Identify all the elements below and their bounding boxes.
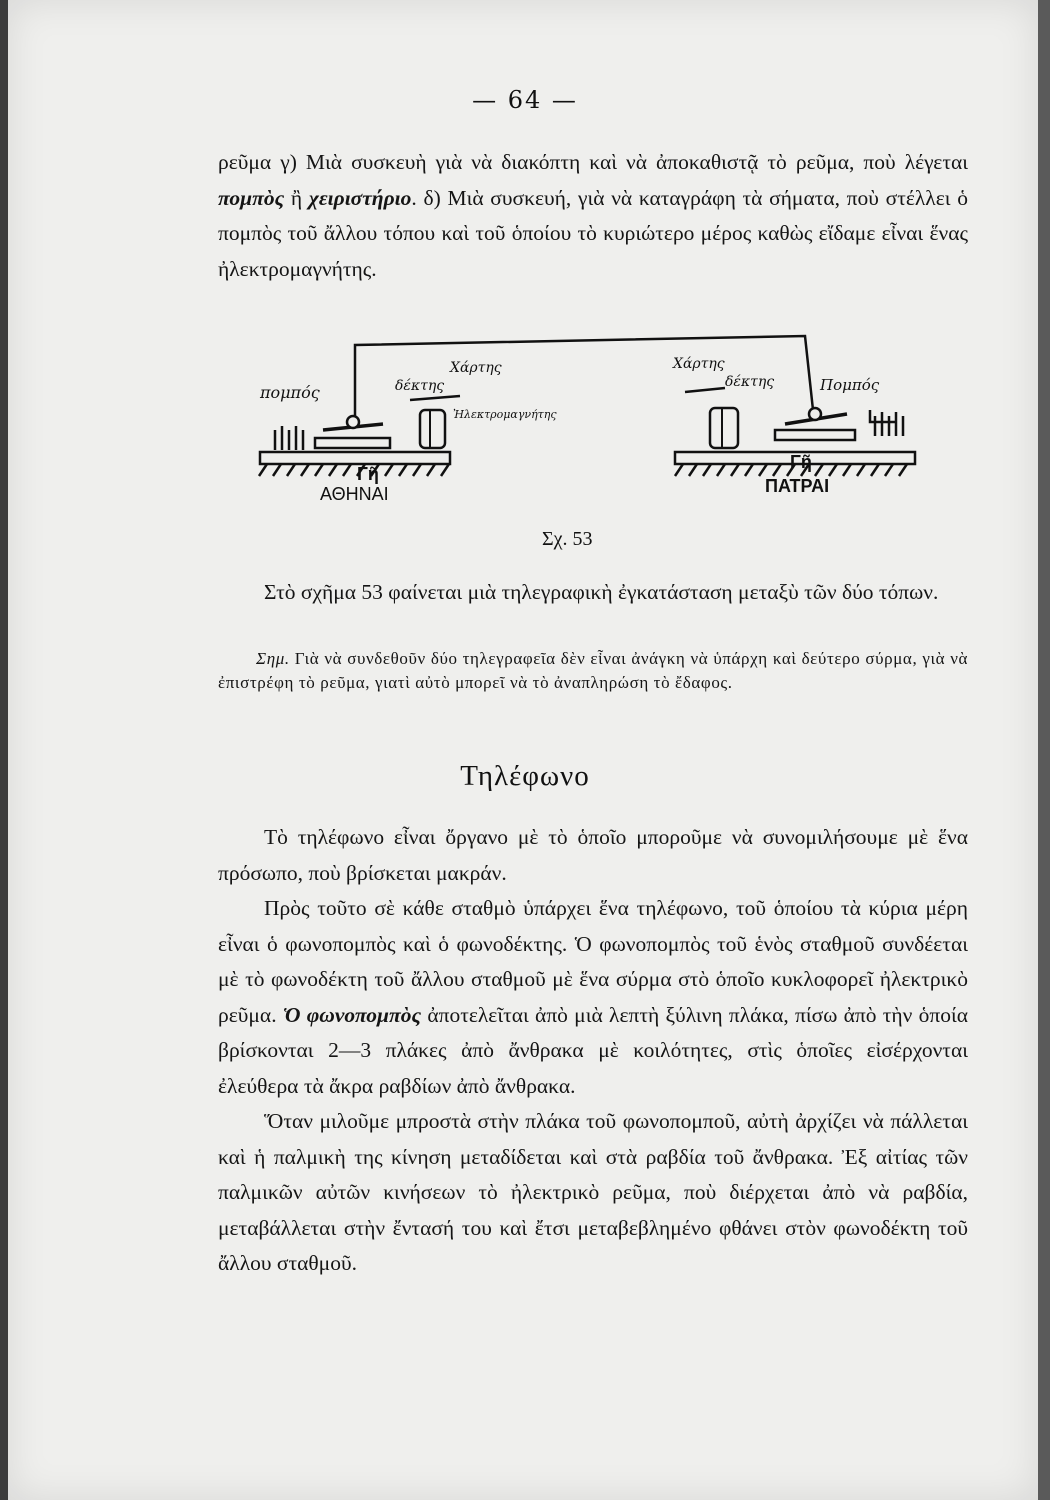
paragraph-telephone-1: Τὸ τηλέφωνο εἶναι ὄργανο μὲ τὸ ὁποῖο μποροῦμε νὰ συνομιλήσουμε μὲ ἕνα πρόσωπο, ποὺ βρίσκεται μακράν. (218, 825, 968, 885)
section-heading: Τηλέφωνο (460, 760, 590, 792)
telegraph-diagram (255, 330, 925, 524)
label-dektis-left: δέκτης (395, 378, 445, 394)
paragraph-telephone-2 (218, 891, 968, 1104)
label-chartis-right: Χάρτης (673, 356, 725, 372)
label-chartis-left: Χάρτης (450, 360, 502, 376)
paragraph-top-line2e: . δ) Μιὰ συσκευή, γιὰ (411, 185, 605, 210)
label-dektis-right: δέκτης (725, 374, 775, 390)
paragraph-top-line2c: ἢ (284, 185, 309, 210)
battery-left-icon (275, 426, 303, 450)
label-pompos-right: Πομπός (820, 376, 880, 394)
label-city-athens: ΑΘΗΝΑΙ (320, 484, 389, 504)
receiver-right-icon (685, 388, 738, 448)
ground-left (259, 452, 450, 476)
figure-caption: Σχ. 53 (542, 528, 593, 550)
label-ground-right: Γῆ (790, 452, 812, 472)
telegraph-diagram-svg (255, 330, 925, 520)
label-ground-left: Γῆ (357, 464, 379, 484)
paragraph-telephone-2a: Πρὸς τοῦτο σὲ κάθε σταθμὸ ὑπάρχει ἕνα τηλέφωνο, τοῦ ὁποίου τὰ κύρια μέρη εἶναι ὁ φωνοπομπὸς καὶ ὁ φωνοδέκτης. Ὁ φωνοπομπὸς τοῦ ἑνὸς σταθμοῦ συνδέεται μὲ τὸ φωνοδέκτη τοῦ ἄλλου σταθμοῦ μὲ ἕνα σύρμα στὸ ὁποῖο κυκλοφορεῖ ἠλεκτρικὸ ρεῦμα. (218, 896, 968, 1027)
label-city-patras: ΠΑΤΡΑΙ (765, 476, 830, 496)
page-number: — 64 — (472, 86, 578, 114)
label-electromagnet: Ἠλεκτρομαγνήτης (453, 408, 557, 421)
paragraph-top-line2a: ρεῦμα, ποὺ λέγεται (795, 150, 969, 174)
receiver-left-icon (410, 396, 460, 448)
note-label: Σημ. (256, 649, 290, 668)
key-right-icon (775, 408, 855, 440)
key-left-icon (315, 416, 390, 448)
page-edge-left (0, 0, 8, 1500)
term-fonopompos: Ὁ φωνοπομπὸς (282, 1002, 422, 1027)
battery-right-icon (875, 412, 903, 436)
paragraph-top (218, 145, 968, 287)
page-edge-right (1038, 0, 1050, 1500)
paragraph-top-rest: νὰ καταγράφη τὰ σήματα, ποὺ στέλλει ὁ πομπὸς τοῦ ἄλλου τόπου καὶ τοῦ ὁποίου τὸ κυριώτερο μέρος καθὼς εἴδαμε εἶναι ἕνας ἠλεκτρομαγνήτης. (218, 185, 968, 281)
paragraph-figure (218, 575, 968, 611)
term-cheiristirio: χειριστήριο (308, 185, 412, 210)
label-pompos-left: πομπός (260, 383, 320, 402)
paragraph-telephone-3: Ὅταν μιλοῦμε μπροστὰ στὴν πλάκα τοῦ φωνοπομποῦ, αὐτὴ ἀρχίζει νὰ πάλλεται καὶ ἡ παλμικὴ της κίνηση μεταδίδεται καὶ στὰ ραβδία τοῦ ἄνθρακα. Ἐξ αἰτίας τῶν παλμικῶν αὐτῶν κινήσεων τὸ ἠλεκτρικὸ ρεῦμα, ποὺ διέρχεται ἀπὸ νὰ ραβδία, μεταβάλλεται στὴν ἔντασή του καὶ ἔτσι μεταβεβλημένο φθάνει στὸν φωνοδέκτη τοῦ ἄλλου σταθμοῦ. (218, 1109, 968, 1275)
paragraph-figure-text: Στὸ σχῆμα 53 φαίνεται μιὰ τηλεγραφικὴ ἐγκατάσταση μεταξὺ τῶν δύο τόπων. (264, 580, 939, 604)
paragraph-top-line1: ρεῦμα γ) Μιὰ συσκευὴ γιὰ νὰ διακόπτη καὶ νὰ ἀποκαθιστᾷ τὸ (218, 150, 787, 174)
note-text: Γιὰ νὰ συνδεθοῦν δύο τηλεγραφεῖα δὲν εἶναι ἀνάγκη νὰ ὑπάρχη καὶ δεύτερο σύρμα, γιὰ νὰ ἐπιστρέφη τὸ ρεῦμα, γιατὶ αὐτὸ μπορεῖ νὰ τὸ ἀναπληρώση τὸ ἔδαφος. (218, 649, 968, 692)
paragraph-telephone-2c: ἀποτελεῖται ἀπὸ μιὰ λεπτὴ ξύλινη πλάκα, πίσω ἀπὸ τὴν ὁποία βρίσκονται 2—3 πλάκες ἀπὸ ἄνθρακα μὲ κοιλότητες, στὶς ὁποῖες εἰσέρχονται ἐλεύθερα τὰ ἄκρα ραβδίων ἀπὸ ἄνθρακα. (218, 1002, 969, 1098)
note (218, 647, 968, 695)
term-pompos: πομπὸς (218, 185, 285, 210)
section-body (218, 820, 968, 1282)
